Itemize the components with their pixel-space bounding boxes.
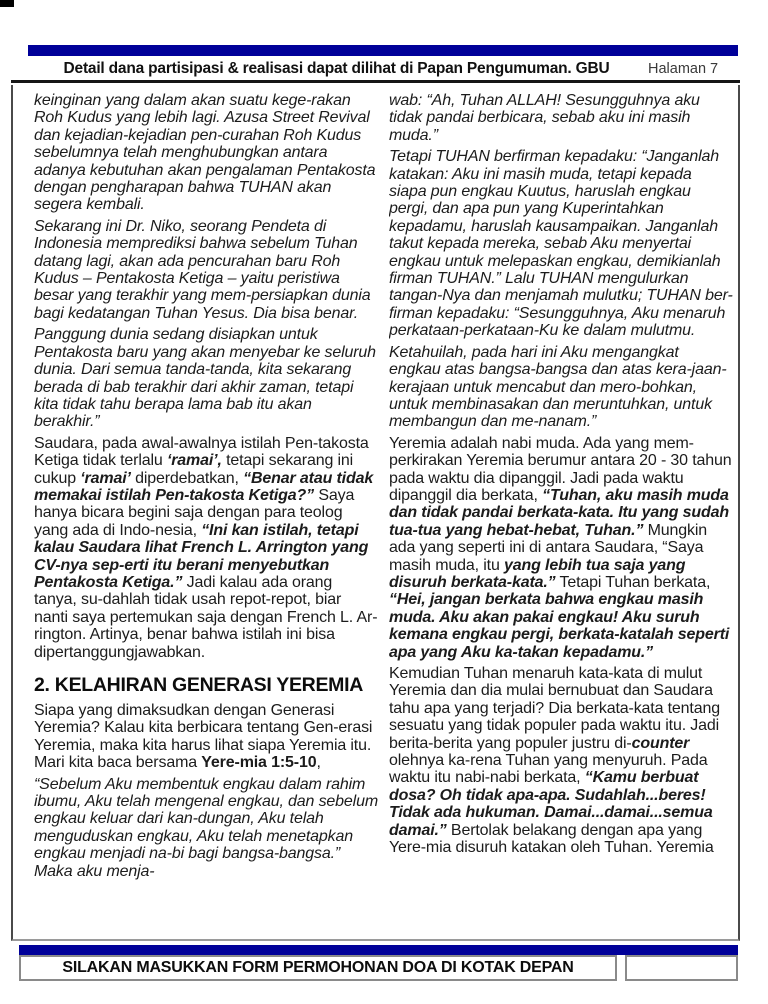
text-run: Sekarang ini Dr. Niko, seorang Pendeta di Indonesia memprediksi bahwa sebelum Tuhan datang lagi, akan ada pencurahan baru Roh Kudus – Pentakosta Ketiga – yaitu peristiwa besar yang terakhir yang mem-persiapkan dunia bagi kedatangan Tuhan Yesus. Dia bisa benar. — [34, 217, 371, 322]
paragraph — [34, 776, 378, 880]
text-run: “Hei, jangan berkata bahwa engkau masih muda. Aku akan pakai engkau! Aku suruh kemana engkau pergi, berkata-katalah seperti apa yang Aku ka-takan kepadamu.” — [389, 591, 730, 661]
text-run: Panggung dunia sedang disiapkan untuk Pentakosta baru yang akan menyebar ke seluruh dunia. Dari semua tanda-tanda, kita sekarang berada di bab terakhir dari akhir zaman, tetapi kita tidak tahu berapa lama bab itu akan berakhir.” — [34, 326, 376, 431]
text-run: Jadi kalau ada orang tanya, su-dahlah tidak usah repot-repot, biar nanti saya pertemukan saja dengan French L. Ar-rington. Artinya, benar bahwa istilah ini bisa dipertanggungjawabkan. — [34, 573, 378, 661]
text-run: Mungkin ada yang seperti ini di antara Saudara, “Saya masih muda, itu — [389, 521, 708, 574]
text-run: ‘ramai’, — [166, 452, 222, 470]
text-run: olehnya ka-rena Tuhan yang menyuruh. Pada waktu itu nabi-nabi berkata, — [389, 752, 708, 787]
text-run: Ketahuilah, pada hari ini Aku mengangkat engkau atas bangsa-bangsa dan atas kera-jaan-kerajaan untuk mencabut dan mero-bohkan, untuk membinasakan dan meruntuhkan, untuk membangun dan me-nanam.” — [389, 343, 727, 431]
paragraph — [34, 326, 378, 430]
paragraph — [34, 92, 378, 214]
text-run: Yere-mia 1:5-10 — [201, 754, 317, 772]
text-run: keinginan yang dalam akan suatu kege-rakan Roh Kudus yang lebih lagi. Azusa Street Revival dan kejadian-kejadian pen-curahan Roh Kudus sebelumnya telah menghubungkan antara adanya kebutuhan akan pengalaman Pentakosta dengan pengharapan bahwa TUHAN akan segera kembali. — [34, 92, 376, 214]
text-run: Saudara, pada awal-awalnya istilah Pen-takosta Ketiga tidak terlalu — [34, 434, 369, 470]
text-run: Tetapi TUHAN berfirman kepadaku: “Janganlah katakan: Aku ini masih muda, tetapi kepada siapa pun engkau Kuutus, haruslah engkau pergi, dan apa pun yang Kuperintahkan kepadamu, haruslah kausampaikan. Janganlah takut kepada mereka, sebab Aku menyertai engkau untuk melepaskan engkau, demikianlah firman TUHAN.” Lalu TUHAN mengulurkan tangan-Nya dan menjamah mulutku; TUHAN ber-firman kepadaku: “Sesungguhnya, Aku menaruh perkataan-perkataan-Ku ke dalam mulutmu. — [389, 148, 733, 340]
paragraph — [389, 435, 733, 661]
page-number: Halaman 7 — [648, 60, 719, 77]
article-body — [11, 85, 740, 941]
paragraph — [389, 148, 733, 339]
text-run: yang lebih tua saja yang disuruh berkata-kata.” — [389, 556, 686, 591]
paragraph — [389, 665, 733, 856]
footer-blue-bar — [19, 945, 738, 955]
text-run: tetapi sekarang ini cukup — [34, 452, 354, 487]
scan-corner-mark — [0, 0, 14, 7]
text-column-left — [34, 92, 378, 939]
header-notice-text: Detail dana partisipasi & realisasi dapat dilihat di Papan Pengumuman. GBU — [63, 59, 610, 77]
paragraph — [34, 435, 378, 661]
top-blue-bar — [28, 45, 738, 56]
paragraph — [34, 218, 378, 322]
text-run: “Ini kan istilah, tetapi kalau Saudara lihat French L. Arrington yang CV-nya sep-erti itu berani menyebutkan Pentakosta Ketiga.” — [34, 521, 369, 591]
text-run: Kemudian Tuhan menaruh kata-kata di mulut Yeremia dan dia mulai bernubuat dan Saudara tahu apa yang terjadi? Dia berkata-kata tentang sesuatu yang tidak populer pada waktu itu. Jadi berita-berita yang populer justru di- — [389, 665, 720, 752]
page-header — [11, 57, 740, 83]
text-run: Yeremia adalah nabi muda. Ada yang mem-perkirakan Yeremia berumur antara 20 - 30 tahun pada waktu dia dipanggil. Jadi pada waktu dipanggil dia berkata, — [389, 434, 732, 504]
text-run: Tetapi Tuhan berkata, — [555, 573, 711, 591]
paragraph — [389, 92, 733, 144]
text-run: “Kamu berbuat dosa? Oh tidak apa-apa. Sudahlah...beres! Tidak ada hukuman. Damai...damai...semua damai.” — [389, 769, 713, 839]
text-run: Siapa yang dimaksudkan dengan Generasi Yeremia? Kalau kita berbicara tentang Gen-erasi Yeremia, maka kita harus lihat siapa Yeremia itu. Mari kita baca bersama — [34, 702, 373, 772]
text-run: “Benar atau tidak memakai istilah Pen-takosta Ketiga?” — [34, 469, 374, 504]
text-run: wab: “Ah, Tuhan ALLAH! Sesungguhnya aku tidak pandai berbicara, sebab aku ini masih muda.” — [389, 92, 700, 144]
text-column-right — [389, 92, 733, 939]
text-run: Bertolak belakang dengan apa yang Yere-mia disuruh katakan oleh Tuhan. Yeremia — [389, 821, 714, 857]
text-run: diperdebatkan, — [130, 469, 244, 487]
text-run: “Tuhan, aku masih muda dan tidak pandai berkata-kata. Itu yang sudah tua-tua yang hebat-hebat, Tuhan.” — [389, 486, 730, 539]
text-run: counter — [631, 734, 690, 752]
paragraph — [34, 702, 378, 772]
text-run: ‘ramai’ — [80, 469, 131, 487]
footer-empty-cell — [625, 955, 738, 981]
paragraph — [389, 344, 733, 431]
text-run: Saya hanya bicara begini saja dengan para teolog yang ada di Indo-nesia, — [34, 486, 355, 539]
section-heading: 2. KELAHIRAN GENERASI YEREMIA — [34, 674, 363, 696]
footer-notice: SILAKAN MASUKKAN FORM PERMOHONAN DOA DI KOTAK DEPAN — [19, 955, 617, 981]
text-run: , — [316, 754, 321, 772]
text-run: “Sebelum Aku membentuk engkau dalam rahim ibumu, Aku telah mengenal engkau, dan sebelum engkau keluar dari kan-dungan, Aku telah menguduskan engkau, Aku telah menetapkan engkau menjadi na-bi bagi bangsa-bangsa.” Maka aku menja- — [34, 775, 378, 880]
